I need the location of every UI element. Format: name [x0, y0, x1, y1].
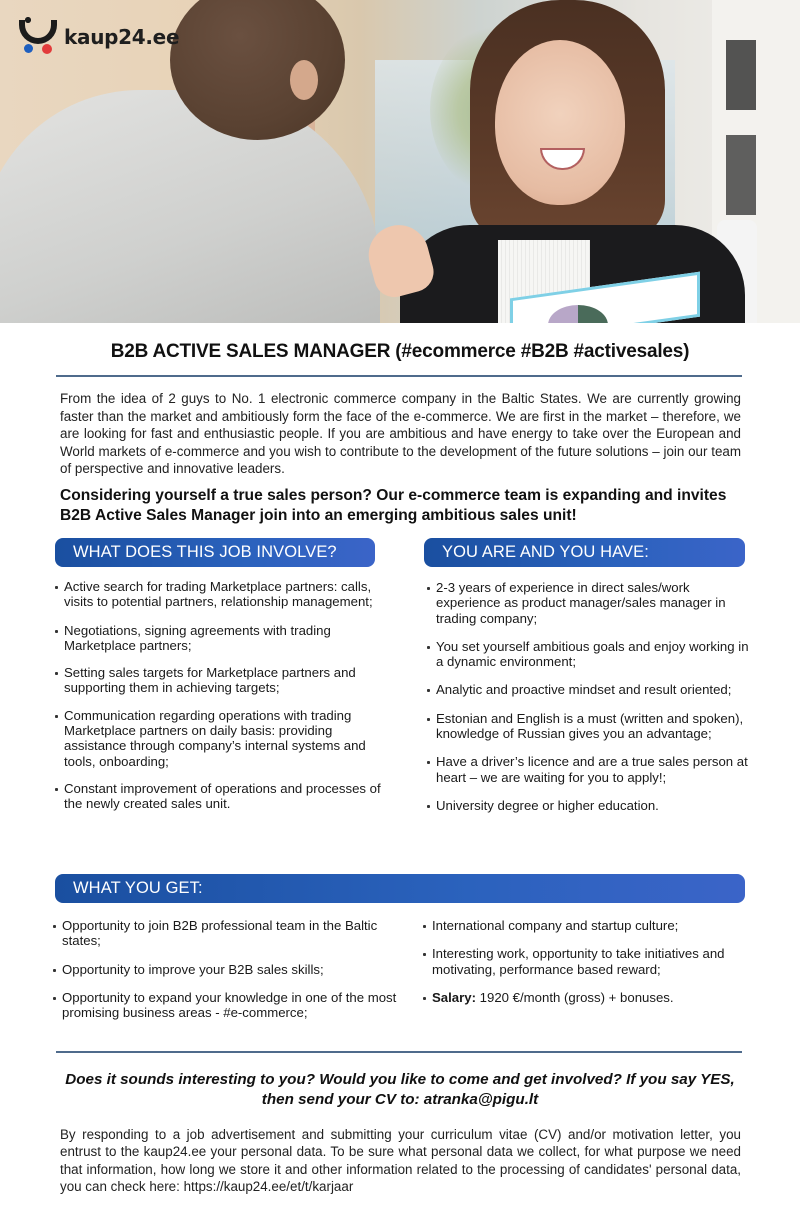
privacy-notice: By responding to a job advertisement and submitting your curriculum vitae (CV) and/or motivation letter, you entrust to the kaup24.ee your personal data. To be sure what personal data we collect, for what purpose we need that information, how long we store it and other information related to the processing of candidates' personal data, you can check here: https://kaup24.ee/et/t/karjaar — [60, 1127, 741, 1195]
list-item: Negotiations, signing agreements with trading Marketplace partners; — [55, 623, 395, 654]
involve-list — [55, 579, 395, 812]
lead-paragraph: Considering yourself a true sales person? Our e-commerce team is expanding and invites B2B Active Sales Manager join into an emerging ambitious sales unit! — [60, 487, 727, 524]
list-item: University degree or higher education. — [427, 798, 757, 813]
list-item: Analytic and proactive mindset and result oriented; — [427, 682, 757, 697]
salary-item — [423, 990, 763, 1005]
blue-dot-icon — [24, 44, 33, 53]
list-item: Constant improvement of operations and processes of the newly created sales unit. — [55, 781, 395, 812]
list-item: Communication regarding operations with trading Marketplace partners on daily basis: providing assistance through company’s internal systems and tools, onboarding; — [55, 708, 395, 769]
woman-face — [495, 40, 625, 205]
divider-top — [56, 375, 742, 377]
section-header-involve: WHAT DOES THIS JOB INVOLVE? — [55, 538, 375, 567]
list-item: International company and startup culture; — [423, 918, 763, 933]
kaup24-logo-icon — [18, 20, 58, 54]
list-item: Estonian and English is a must (written and spoken), knowledge of Russian gives you an advantage; — [427, 711, 757, 742]
list-item: Interesting work, opportunity to take initiatives and motivating, performance based reward; — [423, 946, 763, 977]
salary-label: Salary: — [432, 989, 476, 1005]
section-header-get: WHAT YOU GET: — [55, 874, 745, 903]
red-dot-icon — [42, 44, 52, 54]
kaup24-logo[interactable] — [18, 20, 179, 54]
job-title: B2B ACTIVE SALES MANAGER (#ecommerce #B2B #activesales) — [110, 341, 690, 362]
list-item: Active search for trading Marketplace partners: calls, visits to potential partners, relationship management; — [55, 579, 395, 610]
list-item: Opportunity to improve your B2B sales skills; — [53, 962, 403, 977]
man-shirt — [0, 90, 380, 323]
salary-value: 1920 €/month (gross) + bonuses. — [476, 989, 674, 1005]
divider-bottom — [56, 1051, 742, 1053]
list-item: You set yourself ambitious goals and enjoy working in a dynamic environment; — [427, 639, 757, 670]
list-item: Have a driver’s licence and are a true sales person at heart – we are waiting for you to apply!; — [427, 754, 757, 785]
logo-text: kaup24.ee — [64, 25, 180, 49]
list-item: Opportunity to expand your knowledge in one of the most promising business areas - #e-commerce; — [53, 990, 403, 1021]
list-item: Setting sales targets for Marketplace partners and supporting them in achieving targets; — [55, 665, 395, 696]
get-list-left — [53, 918, 403, 1020]
get-list-right — [423, 918, 763, 1005]
intro-paragraph: From the idea of 2 guys to No. 1 electronic commerce company in the Baltic States. We are currently growing faster than the market and ambitiously form the face of the e-commerce. We are first in the market – therefore, we are looking for fast and enthusiastic people. If you are ambitious and have energy to take over the European and World markets of e-commerce and you wish to contribute to the development of the future solutions – join our team of perspective and innovative leaders. — [60, 391, 741, 477]
section-header-have: YOU ARE AND YOU HAVE: — [424, 538, 745, 567]
have-list — [427, 580, 757, 813]
list-item: 2-3 years of experience in direct sales/work experience as product manager/sales manager in trading company; — [427, 580, 757, 626]
man-ear — [290, 60, 318, 100]
list-item: Opportunity to join B2B professional team in the Baltic states; — [53, 918, 403, 949]
call-to-action: Does it sounds interesting to you? Would you like to come and get involved? If you say YES, then send your CV to: atranka@pigu.lt — [65, 1071, 735, 1108]
